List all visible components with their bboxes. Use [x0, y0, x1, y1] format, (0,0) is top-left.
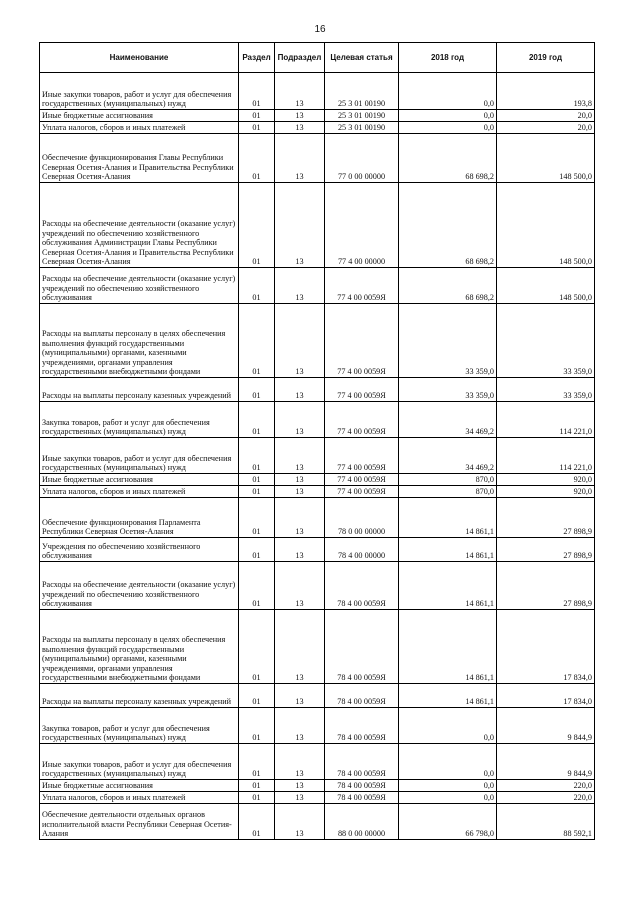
cell-section: 01 — [239, 780, 275, 792]
cell-section: 01 — [239, 804, 275, 840]
header-section: Раздел — [239, 43, 275, 73]
cell-2019: 220,0 — [497, 780, 595, 792]
table-row — [40, 122, 595, 134]
cell-2019: 148 500,0 — [497, 268, 595, 304]
cell-2018: 0,0 — [399, 792, 497, 804]
cell-article: 77 4 00 00000 — [325, 183, 399, 268]
cell-section: 01 — [239, 183, 275, 268]
cell-2018: 34 469,2 — [399, 402, 497, 438]
cell-name: Расходы на выплаты персоналу казенных учреждений — [40, 378, 239, 402]
cell-subsection: 13 — [275, 438, 325, 474]
cell-section: 01 — [239, 708, 275, 744]
cell-subsection: 13 — [275, 73, 325, 110]
cell-name: Иные закупки товаров, работ и услуг для обеспечения государственных (муниципальных) нужд — [40, 744, 239, 780]
cell-section: 01 — [239, 744, 275, 780]
cell-subsection: 13 — [275, 183, 325, 268]
cell-article: 78 4 00 0059Я — [325, 684, 399, 708]
cell-name: Закупка товаров, работ и услуг для обеспечения государственных (муниципальных) нужд — [40, 402, 239, 438]
table-row — [40, 744, 595, 780]
cell-section: 01 — [239, 562, 275, 610]
cell-2019: 20,0 — [497, 110, 595, 122]
cell-2019: 9 844,9 — [497, 744, 595, 780]
cell-subsection: 13 — [275, 538, 325, 562]
cell-subsection: 13 — [275, 268, 325, 304]
cell-2019: 9 844,9 — [497, 708, 595, 744]
cell-article: 77 0 00 00000 — [325, 134, 399, 183]
cell-article: 25 3 01 00190 — [325, 122, 399, 134]
table-row — [40, 110, 595, 122]
cell-subsection: 13 — [275, 134, 325, 183]
cell-article: 77 4 00 0059Я — [325, 268, 399, 304]
cell-2018: 14 861,1 — [399, 610, 497, 684]
cell-subsection: 13 — [275, 486, 325, 498]
cell-section: 01 — [239, 792, 275, 804]
cell-name: Уплата налогов, сборов и иных платежей — [40, 122, 239, 134]
cell-section: 01 — [239, 486, 275, 498]
table-row — [40, 804, 595, 840]
cell-2019: 33 359,0 — [497, 304, 595, 378]
header-name: Наименование — [40, 43, 239, 73]
cell-2018: 0,0 — [399, 744, 497, 780]
cell-section: 01 — [239, 378, 275, 402]
table-row — [40, 474, 595, 486]
table-row — [40, 780, 595, 792]
cell-subsection: 13 — [275, 780, 325, 792]
cell-section: 01 — [239, 134, 275, 183]
cell-section: 01 — [239, 498, 275, 538]
cell-2019: 114 221,0 — [497, 438, 595, 474]
cell-name: Обеспечение функционирования Парламента Республики Северная Осетия-Алания — [40, 498, 239, 538]
cell-article: 78 4 00 00000 — [325, 538, 399, 562]
cell-2018: 0,0 — [399, 73, 497, 110]
cell-section: 01 — [239, 402, 275, 438]
cell-article: 77 4 00 0059Я — [325, 474, 399, 486]
cell-article: 78 4 00 0059Я — [325, 610, 399, 684]
cell-subsection: 13 — [275, 378, 325, 402]
cell-name: Закупка товаров, работ и услуг для обеспечения государственных (муниципальных) нужд — [40, 708, 239, 744]
table-row — [40, 684, 595, 708]
cell-2018: 33 359,0 — [399, 378, 497, 402]
cell-2018: 0,0 — [399, 122, 497, 134]
cell-subsection: 13 — [275, 304, 325, 378]
table-row — [40, 183, 595, 268]
cell-2018: 870,0 — [399, 486, 497, 498]
cell-section: 01 — [239, 304, 275, 378]
cell-article: 77 4 00 0059Я — [325, 304, 399, 378]
cell-2018: 0,0 — [399, 110, 497, 122]
cell-2018: 68 698,2 — [399, 183, 497, 268]
cell-name: Расходы на обеспечение деятельности (оказание услуг) учреждений по обеспечению хозяйственного обслуживания Администрации Главы Республики Северная Осетия-Алания и Правительства Республики Северная Осетия-Алания — [40, 183, 239, 268]
table-body — [40, 73, 595, 840]
cell-article: 78 4 00 0059Я — [325, 792, 399, 804]
table-row — [40, 538, 595, 562]
cell-2019: 920,0 — [497, 486, 595, 498]
cell-2019: 920,0 — [497, 474, 595, 486]
cell-2019: 220,0 — [497, 792, 595, 804]
cell-section: 01 — [239, 538, 275, 562]
table-row — [40, 610, 595, 684]
cell-2018: 14 861,1 — [399, 562, 497, 610]
header-2018: 2018 год — [399, 43, 497, 73]
cell-2018: 0,0 — [399, 708, 497, 744]
cell-subsection: 13 — [275, 498, 325, 538]
table-row — [40, 438, 595, 474]
cell-2019: 17 834,0 — [497, 610, 595, 684]
cell-2018: 34 469,2 — [399, 438, 497, 474]
header-2019: 2019 год — [497, 43, 595, 73]
cell-section: 01 — [239, 122, 275, 134]
table-row — [40, 562, 595, 610]
cell-2019: 88 592,1 — [497, 804, 595, 840]
cell-name: Иные бюджетные ассигнования — [40, 474, 239, 486]
cell-2019: 193,8 — [497, 73, 595, 110]
cell-name: Расходы на обеспечение деятельности (оказание услуг) учреждений по обеспечению хозяйственного обслуживания — [40, 268, 239, 304]
table-row — [40, 378, 595, 402]
cell-section: 01 — [239, 438, 275, 474]
table-row — [40, 708, 595, 744]
cell-2018: 14 861,1 — [399, 684, 497, 708]
cell-subsection: 13 — [275, 474, 325, 486]
cell-name: Расходы на выплаты персоналу в целях обеспечения выполнения функций государственными (муниципальными) органами, казенными учреждениями, органами управления государственными внебюджетными фондами — [40, 304, 239, 378]
cell-subsection: 13 — [275, 684, 325, 708]
cell-2019: 114 221,0 — [497, 402, 595, 438]
cell-article: 78 4 00 0059Я — [325, 562, 399, 610]
cell-name: Иные закупки товаров, работ и услуг для обеспечения государственных (муниципальных) нужд — [40, 73, 239, 110]
cell-2018: 0,0 — [399, 780, 497, 792]
table-header-row — [40, 43, 595, 73]
cell-subsection: 13 — [275, 744, 325, 780]
cell-article: 78 4 00 0059Я — [325, 780, 399, 792]
cell-article: 77 4 00 0059Я — [325, 378, 399, 402]
cell-subsection: 13 — [275, 708, 325, 744]
cell-article: 77 4 00 0059Я — [325, 486, 399, 498]
table-row — [40, 402, 595, 438]
cell-article: 78 0 00 00000 — [325, 498, 399, 538]
cell-name: Иные закупки товаров, работ и услуг для обеспечения государственных (муниципальных) нужд — [40, 438, 239, 474]
cell-2019: 27 898,9 — [497, 538, 595, 562]
cell-section: 01 — [239, 110, 275, 122]
cell-subsection: 13 — [275, 610, 325, 684]
table-row — [40, 498, 595, 538]
cell-name: Уплата налогов, сборов и иных платежей — [40, 792, 239, 804]
cell-2019: 148 500,0 — [497, 134, 595, 183]
cell-2018: 14 861,1 — [399, 538, 497, 562]
cell-2018: 68 698,2 — [399, 268, 497, 304]
cell-2018: 33 359,0 — [399, 304, 497, 378]
cell-name: Расходы на выплаты персоналу казенных учреждений — [40, 684, 239, 708]
cell-subsection: 13 — [275, 804, 325, 840]
page-number: 16 — [314, 24, 326, 35]
table-row — [40, 486, 595, 498]
cell-article: 77 4 00 0059Я — [325, 402, 399, 438]
cell-name: Обеспечение деятельности отдельных органов исполнительной власти Республики Северная Осетия-Алания — [40, 804, 239, 840]
cell-article: 88 0 00 00000 — [325, 804, 399, 840]
cell-subsection: 13 — [275, 122, 325, 134]
cell-2019: 148 500,0 — [497, 183, 595, 268]
cell-section: 01 — [239, 268, 275, 304]
budget-table — [39, 42, 595, 840]
cell-2019: 33 359,0 — [497, 378, 595, 402]
cell-article: 78 4 00 0059Я — [325, 744, 399, 780]
cell-section: 01 — [239, 474, 275, 486]
table-row — [40, 304, 595, 378]
cell-name: Иные бюджетные ассигнования — [40, 110, 239, 122]
cell-2019: 17 834,0 — [497, 684, 595, 708]
cell-name: Уплата налогов, сборов и иных платежей — [40, 486, 239, 498]
cell-subsection: 13 — [275, 110, 325, 122]
cell-2018: 66 798,0 — [399, 804, 497, 840]
cell-section: 01 — [239, 610, 275, 684]
cell-article: 77 4 00 0059Я — [325, 438, 399, 474]
table-row — [40, 268, 595, 304]
cell-2019: 27 898,9 — [497, 498, 595, 538]
cell-2019: 27 898,9 — [497, 562, 595, 610]
cell-section: 01 — [239, 73, 275, 110]
cell-2018: 870,0 — [399, 474, 497, 486]
table-row — [40, 73, 595, 110]
cell-2018: 68 698,2 — [399, 134, 497, 183]
cell-name: Обеспечение функционирования Главы Республики Северная Осетия-Алания и Правительства Республики Северная Осетия-Алания — [40, 134, 239, 183]
table-row — [40, 134, 595, 183]
cell-article: 78 4 00 0059Я — [325, 708, 399, 744]
cell-name: Расходы на обеспечение деятельности (оказание услуг) учреждений по обеспечению хозяйственного обслуживания — [40, 562, 239, 610]
cell-article: 25 3 01 00190 — [325, 110, 399, 122]
table-row — [40, 792, 595, 804]
cell-name: Иные бюджетные ассигнования — [40, 780, 239, 792]
cell-2019: 20,0 — [497, 122, 595, 134]
cell-subsection: 13 — [275, 792, 325, 804]
cell-section: 01 — [239, 684, 275, 708]
cell-subsection: 13 — [275, 562, 325, 610]
header-subsection: Подраздел — [275, 43, 325, 73]
cell-article: 25 3 01 00190 — [325, 73, 399, 110]
cell-name: Расходы на выплаты персоналу в целях обеспечения выполнения функций государственными (муниципальными) органами, казенными учреждениями, органами управления государственными внебюджетными фондами — [40, 610, 239, 684]
cell-subsection: 13 — [275, 402, 325, 438]
header-article: Целевая статья — [325, 43, 399, 73]
cell-name: Учреждения по обеспечению хозяйственного обслуживания — [40, 538, 239, 562]
cell-2018: 14 861,1 — [399, 498, 497, 538]
